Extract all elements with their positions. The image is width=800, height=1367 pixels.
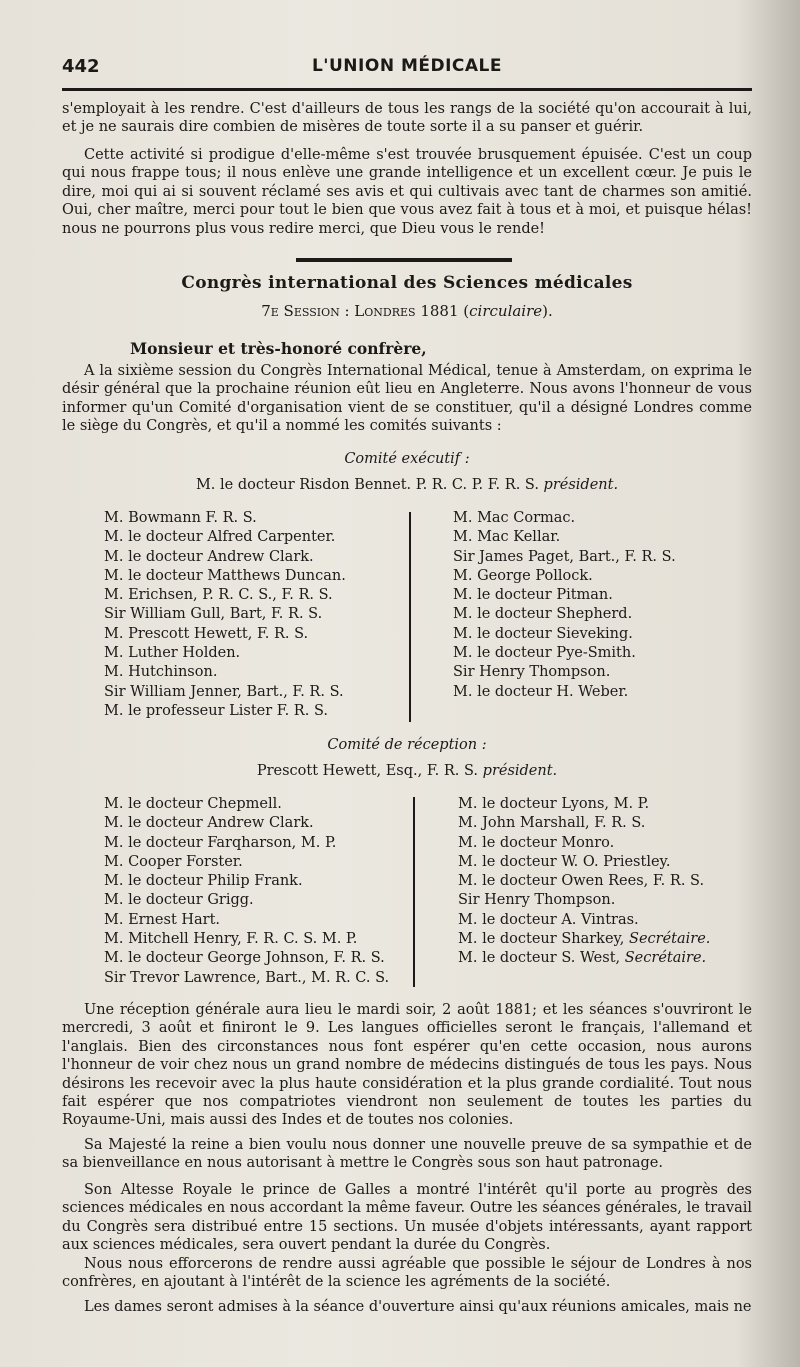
section-title: Congrès international des Sciences médicales [181,273,633,293]
list-item: M. le docteur Sieveking. [453,625,633,642]
list-item: M. le docteur Owen Rees, F. R. S. [458,873,705,890]
reception-committee-right-list [458,795,710,969]
executive-committee-right-list [453,509,676,702]
running-head: L'UNION MÉDICALE [311,56,503,76]
president-name: M. le docteur Risdon Bennet. P. R. C. P. F. R. S. [195,477,539,493]
list-item: M. le professeur Lister F. R. S. [104,702,328,719]
list-item: M. le docteur Chepmell. [104,796,282,812]
list-item: M. Bowmann F. R. S. [104,510,257,526]
list-item: M. le docteur Lyons, M. P. [458,796,650,812]
page-number: 442 [62,56,100,77]
list-item: M. le docteur Matthews Duncan. [104,567,346,584]
body-paragraph: Nous nous efforcerons de rendre aussi agréable que possible le séjour de Londres à nos confrères, en ajoutant à l'intérêt de la science les agréments de la société. [62,1256,752,1291]
reception-committee-president [62,763,752,779]
secretary-role: Secrétaire. [624,950,707,967]
list-item: M. Cooper Forster. [104,853,243,870]
body-paragraph: Les dames seront admises à la séance d'ouverture ainsi qu'aux réunions amicales, mais ne [84,1299,752,1315]
list-item: M. le docteur George Johnson, F. R. S. [104,950,385,967]
list-item: M. Erichsen, P. R. C. S., F. R. S. [104,587,333,604]
list-item: M. le docteur S. West, Secrétaire. [458,950,707,967]
list-item: M. le docteur Farqharson, M. P. [104,834,337,851]
list-item: M. le docteur Andrew Clark. [104,548,314,565]
president-role: président. [543,477,619,493]
reception-committee-left-list [104,795,389,988]
session-label-italic: circulaire [469,302,543,320]
list-item: M. Luther Holden. [104,645,241,662]
list-item: M. le docteur Pitman. [453,587,613,604]
page-header [62,56,752,84]
header-rule [62,88,752,91]
list-item: Sir William Jenner, Bart., F. R. S. [104,683,344,700]
salutation: Monsieur et très-honoré confrère, [130,339,427,358]
session-label-end: ). [542,302,553,320]
president-role: président. [482,763,558,779]
executive-committee-heading: Comité exécutif : [344,451,470,467]
list-item: M. le docteur Andrew Clark. [104,815,314,832]
list-item: M. le docteur Pye-Smith. [453,645,636,662]
list-item: M. le docteur H. Weber. [453,683,629,700]
executive-committee-left-list [104,509,346,721]
list-item: Sir Henry Thompson. [453,664,611,681]
section-divider [296,258,512,262]
letter-intro: A la sixième session du Congrès International Médical, tenue à Amsterdam, on exprima le désir général que la prochaine réunion eût lieu en Angleterre. Nous avons l'honneur de vous informer qu'un Comité d'organisation vient de se constituer, qu'il a désigné Londres comme le siège du Congrès, et qu'il a nommé les comités suivants : [62,363,752,435]
list-item: M. John Marshall, F. R. S. [458,815,646,832]
list-item: M. le docteur Grigg. [104,892,254,909]
list-item: Sir William Gull, Bart, F. R. S. [104,606,323,623]
session-label: 7e Session : Londres 1881 ( [261,302,470,320]
list-item: M. Hutchinson. [104,664,218,681]
list-item: Sir James Paget, Bart., F. R. S. [453,548,676,565]
body-paragraph: Son Altesse Royale le prince de Galles a montré l'intérêt qu'il porte au progrès des sciences médicales en nous accordant la même faveur. Outre les séances générales, le travail du Congrès sera distribué entre 15 sections. Un musée d'objets intéressants, ayant rapport aux sciences médicales, sera ouvert pendant la durée du Congrès. [62,1182,752,1254]
list-item: M. Mac Cormac. [453,510,576,526]
list-item: M. le docteur A. Vintras. [458,911,639,928]
list-item: M. Prescott Hewett, F. R. S. [104,625,309,642]
body-paragraph: Une réception générale aura lieu le mardi soir, 2 août 1881; et les séances s'ouvriront le mercredi, 3 août et finiront le 9. Les langues officielles seront le français, l'allemand et l'anglais. Bien des circonstances nous font espérer qu'en cette occasion, nous aurons l'honneur de voir chez nous un grand nombre de médecins distingués de tous les pays. Nous désirons les recevoir avec la plus haute considération et la plus grande cordialité. Tout nous fait espérer que nos compatriotes viendront non seulement de toutes les parties du Royaume-Uni, mais aussi des Indes et de toutes nos colonies. [62,1002,752,1129]
list-item: M. Ernest Hart. [104,911,221,928]
list-item: M. le docteur Philip Frank. [104,873,303,890]
intro-paragraph: s'employait à les rendre. C'est d'ailleurs de tous les rangs de la société qu'on accourait à lui, et je ne saurais dire combien de misères de toute sorte il a su panser et guérir. [62,101,752,136]
column-divider [413,797,415,987]
body-paragraph: Sa Majesté la reine a bien voulu nous donner une nouvelle preuve de sa sympathie et de sa bienveillance en nous autorisant à mettre le Congrès sous son haut patronage. [62,1137,752,1172]
list-item: M. Mac Kellar. [453,529,561,546]
list-item: Sir Trevor Lawrence, Bart., M. R. C. S. [104,969,390,986]
secretary-role: Secrétaire. [629,931,711,948]
intro-paragraph: Cette activité si prodigue d'elle-même s'est trouvée brusquement épuisée. C'est un coup qui nous frappe tous; il nous enlève une grande intelligence et un excellent cœur. Je puis le dire, moi qui ai si souvent réclamé ses avis et qui cultivais avec tant de charmes son amitié. Oui, cher maître, merci pour tout le bien que vous avez fait à tous et à moi, et puisque hélas! nous ne pourrons plus vous redire merci, que Dieu vous le rende! [62,147,752,237]
list-item: M. le docteur Sharkey, Secrétaire. [458,931,711,948]
list-item: M. George Pollock. [453,567,593,584]
section-subtitle [62,302,752,320]
list-item: Sir Henry Thompson. [458,892,616,909]
list-item: M. le docteur Alfred Carpenter. [104,529,336,546]
president-name: Prescott Hewett, Esq., F. R. S. [256,763,479,779]
executive-committee-president [62,477,752,493]
reception-committee-heading: Comité de réception : [327,737,487,753]
list-item: M. Mitchell Henry, F. R. C. S. M. P. [104,931,358,948]
list-item: M. le docteur Shepherd. [453,606,633,623]
list-item: M. le docteur W. O. Priestley. [458,853,671,870]
list-item: M. le docteur Monro. [458,834,615,851]
column-divider [409,512,411,722]
